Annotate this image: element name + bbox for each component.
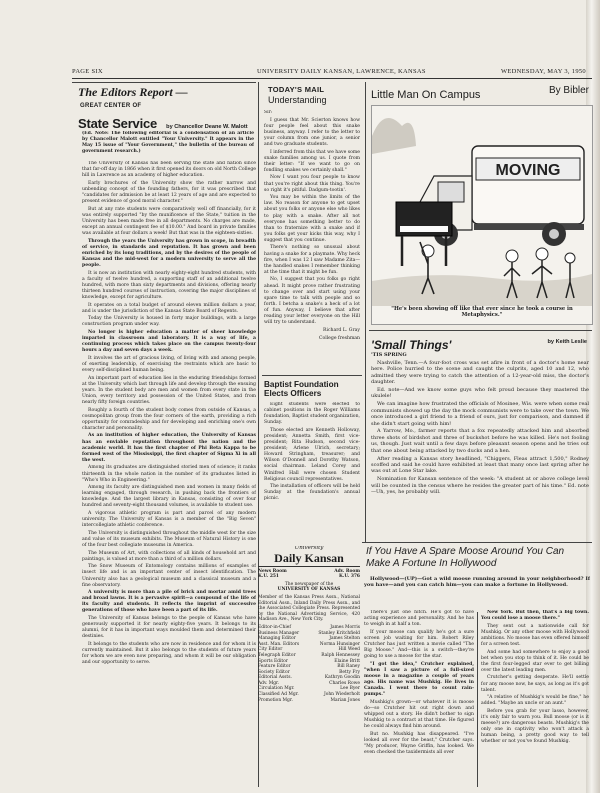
mail-subtitle: Understanding (268, 95, 327, 105)
small-things-header (371, 334, 591, 350)
staff-role: Business Manager (258, 630, 300, 636)
staff-role: Classified Ad Mgr. (258, 692, 299, 698)
folio-line (72, 66, 592, 79)
staff-person: Marian Jones (330, 697, 360, 703)
staff-person: Hill Weed (338, 647, 360, 653)
paragraph: Ed. note—And we know some guys who felt proud because they mastered the ukulele! (371, 387, 589, 400)
staff-role: Sports Editor (258, 658, 288, 664)
cartoon-byline: By Bibler (548, 85, 589, 96)
staff-person: James Stelton (329, 636, 360, 642)
mail-body (264, 110, 360, 372)
staff-person: Ralph Hennessey (321, 652, 360, 658)
cartoon-title: Little Man On Campus (371, 89, 481, 101)
staff-person: John Wiederholt (323, 692, 360, 698)
masthead (258, 546, 360, 786)
paragraph: Among its graduates are distinguished storied men of science; it ranks thirteenth in the whole nation in the number of its graduates listed in "Who's Who in Engineering." (82, 465, 256, 483)
paragraph: The Museum of Art, with collections of all kinds of household art and paintings, is valued at more than a third of a million dollars. (82, 550, 256, 562)
masthead-name: Daily Kansan (274, 550, 344, 565)
paragraph: The Snow Museum of Entomology contains millions of examples of insect life and is an important center of insect identification. The University also has a geological museum and a classical museum and a fine observatory. (82, 564, 256, 588)
staff-role: Asst. Man. Editors (258, 641, 300, 647)
baptist-headline: Baptist Foundation Elects Officers (264, 380, 339, 399)
staff-role: Adv. Mgr. (258, 680, 280, 686)
editorial-headline-row (78, 113, 258, 132)
paragraph: Eight students were elected to cabinet positions in the Roger Williams foundation, Baptist student organization, Sunday. (264, 402, 360, 426)
staff-person: James Morris (330, 624, 360, 630)
paper-name: UNIVERSITY DAILY KANSAN, LAWRENCE, KANSAS (257, 68, 426, 75)
staff-person: Bill Raney (337, 664, 360, 670)
paragraph: If your moose can qualify he's got a sure screen job waiting for him. Robert Riley Crutcher has just written a movie called "The Big Moose." And—this is a switch—they're going to use a moose for the star. (364, 629, 474, 660)
paragraph: Among its faculty are distinguished men and women in many fields of learning engaged, through research, in pushing back the frontiers of knowledge. And the largest library in Kansas, consisting of over four hundred and seventy-eight thousand volumes, is available to student use. (82, 485, 256, 509)
editors-report-title: The Editors Report — (78, 85, 188, 99)
staff-person: Kathryn Goodin (324, 675, 360, 681)
truck-sign: MOVING (495, 162, 561, 179)
paragraph: I guess that Mr. Scierton knows how four people feel about this snake business, anyway. I refer to the letter to your column from one junior, a senior and two graduate students. (264, 117, 360, 147)
paragraph: There's nothing so unusual about having a snake for a playmate. Why heck fire, when I was 12 I saw Madame Zita—the handled snakes I remember thinking at the time that it might be fun. (264, 245, 360, 275)
staff-list (258, 625, 360, 703)
staff-person: Stanley Kritchfield (318, 630, 360, 636)
small-things-title: 'Small Things' (371, 338, 452, 352)
paragraph: It belongs to the students who are now in residence and for whom it is currently maintained. But it also belongs to the students of future years for whom we are even now preparing, and whom it will be our obligation and our opportunity to serve. (82, 641, 256, 666)
paragraph: "I got the idea," Crutcher explained, "when I saw a picture of a full-sized moose in a magazine a couple of years ago. His name was Mushkig. He lives in Canada. I went there to count rain-pumps." (364, 661, 474, 698)
paragraph: But at any rate students were comparatively well off financially, for it was entirely supported "by the munificence of the State," tuition in the University has been made free in all departments. No charges are made, except an annual contingent fee of $10.00." And board in private families was available at four dollars a week! But that was in the eighteen-sixties. (82, 206, 256, 237)
editorial-headline: State Service (78, 116, 158, 131)
paragraph: Early brochures of the University show the rather narrow and unbending concept of the founding fathers, for it was prescribed that "candidates for admission be at least 12 years of age and are expected to present evidence of good moral character." (82, 180, 256, 205)
paragraph: As an institution of higher education, the University of Kansas has an enviable reputation throughout the nation and the academic world. It has the first chapter of Phi Beta Kappa to be formed west of the Mississippi, the first chapter of Sigma Xi in all the west. (82, 433, 256, 463)
newspaper-of: The newspaper of the (284, 581, 334, 587)
paragraph: It involves the art of gracious living, of living with and among people, of exerting leadership, of exercising the restraints which are basic to every self-disciplined human being. (82, 355, 256, 373)
paragraph: New York. But then, that's a big town. You could lose a moose there." (481, 610, 589, 622)
paragraph: But no. Mushkig has disappeared. "I've looked all over for the beast," Crutcher says. "My producer, Wayne Griffin, has looked. We even checked the taxidermists all over (364, 731, 474, 756)
column-rule (365, 82, 366, 542)
hollywood-col2 (481, 610, 589, 788)
staff-role: City Editor (258, 647, 283, 653)
paragraph: Through the years the University has grown in scope, in breadth of service, in standards and reputation. It has grown and been enriched by its long traditions, and by the desires of the people of Kansas and the mid-west for a modern university to serve all the people. (82, 238, 256, 268)
rule (262, 375, 362, 376)
paragraph: It is now an institution with nearly eighty-eight hundred students, with a faculty of twelve hundred, a supporting staff of an additional twelve hundred, with more than sixty departments and divisions, offering nearly thirteen hundred courses of instruction, covering the major disciplines of knowledge, except for agriculture. (82, 270, 256, 300)
news-room-label: News Room (258, 568, 287, 574)
rule (362, 542, 592, 543)
small-things-byline: by Keith Leslie (547, 339, 587, 345)
adv-room-ext: K.U. 376 (339, 574, 360, 580)
paragraph: After reading a Kansas story headlined, "Chiggers, Fleas attract 1,500," Rodney scoffed and said he could have exhibited at least that many once last spring after he was out at Lone Star lake. (371, 455, 589, 475)
staff-role: Editor-in-Chief (258, 624, 291, 630)
salutation: Sir: (264, 110, 273, 115)
cartoon-drawing (372, 106, 592, 306)
editorial-note: (Ed. Note: The following editorial is a condensation of an article by Chancellor Malott entitled "Your University." It appears in the May 15 issue of "Your Government," the bulletin of the bureau of government research.) (82, 131, 254, 155)
editorial-kicker: GREAT CENTER OF (80, 103, 142, 109)
paragraph: Now I want you four people to know that you're right about this thing. You're so right it's pitiful. Dadgum-tootin'. (264, 175, 360, 193)
staff-role: Promotion Mgr. (258, 697, 293, 703)
signature-school: College freshman (318, 335, 360, 341)
staff-person: Elaine Britt (334, 658, 360, 664)
paragraph: Roughly a fourth of the student body comes from outside of Kansas, a cosmopolitan group from the four corners of the earth, providing a rich opportunity for comradeship and for developing and enriching one's own character and personality. (82, 407, 256, 431)
paragraph: And some had somewhere to enjoy a good bet when you stop to think of it. He could be the first four-legged star ever to get billing over the latest leading men. (481, 649, 589, 673)
baptist-body (264, 402, 360, 538)
paragraph: Crutcher's getting desperate. He'll settle for any moose now, he says, as long as it's got talent. (481, 675, 589, 693)
paragraph: No, I suggest that you folks go right ahead. It might prove rather frustrating to change over and start using your spare time to talk with people and so forth. I betcha a snake's a heck of a lot of fun. Anyway, I believe that after reading your letter everyone on the Hill will try to understand. (264, 277, 360, 326)
news-room-ext: K.U. 251 (258, 574, 279, 580)
paragraph: The University is distinguished throughout the middle west for the size and value of its museum exhibits. The Museum of Natural History is one of the four best collegiate museums in America. (82, 530, 256, 549)
paragraph: It operates on a total budget of around eleven million dollars a year, and is under the jurisdiction of the Kansas State Board of Regents. (82, 302, 256, 314)
paragraph: Nashville, Tenn.—A four-foot cross was set afire in front of a doctor's home near here. Police hurried to the scene and caught the culprits, aged 10 and 12, who admitted they were trying to catch the attention of a 12-year-old miss, the doctor's daughter. (371, 359, 589, 386)
paragraph: A vigorous athletic program is part and parcel of any modern university. The University of Kansas is a member of the "Big Seven" intercollegiate athletic conference. (82, 511, 256, 529)
staff-role: Society Editor (258, 669, 290, 675)
cartoon-panel (371, 105, 593, 325)
paragraph: We can imagine how frustrated the officials of Mosinee, Wis. were when some real communists showed up the day the mock communists were to take over the town. We once introduced a girl friend to a friend of ours, just for comparison, and damned if she didn't start going with him! (371, 401, 589, 427)
column-rule (477, 612, 478, 787)
rule (72, 82, 256, 83)
page-number: PAGE SIX (72, 68, 103, 75)
mail-title: TODAY'S MAIL (268, 85, 325, 94)
paragraph: Nomination for Kansan sentence of the week: "A student at or above college level will be counted in the census where he resides the greater part of his time." Ed. note—Uh, yes, he probably will. (371, 476, 589, 496)
staff-role: Managing Editor (258, 636, 296, 642)
paragraph: They sent out a nationwide call for Mushkig. Or any other moose with Hollywood ambitions. No moose has even offered himself for a screen test. (481, 623, 589, 647)
paragraph: Hollywood—(UP)—Got a wild moose running around in your neighborhood? If you have—and you can catch him—you can make a fortune in Hollywood. (364, 576, 590, 589)
staff-role: Editorial Assts. (258, 675, 292, 681)
paragraph: The University of Kansas belongs to the people of Kansas who have generously supported it for nearly eighty-five years. It belongs to its alumni, for it has in important ways moulded them and determined their destinies. (82, 616, 256, 640)
kicker: 'TIS SPRING (371, 352, 407, 358)
paragraph: The installation of officers will be held Sunday at the foundation's annual picnic. (264, 484, 360, 502)
masthead-small: University (294, 546, 324, 551)
paragraph: I inferred from this that we have some snake families among us. I quote from their letter: "If we want to go on fondling snakes we certainly shall." (264, 149, 360, 173)
signature: Richard L. Gray (323, 328, 360, 334)
small-things-body (371, 352, 589, 538)
masthead-phones (258, 569, 360, 580)
staff-row (258, 698, 360, 704)
cartoon-header (371, 85, 591, 101)
staff-person: Betty Fry (339, 669, 360, 675)
hollywood-lead (364, 576, 590, 610)
editorial-byline: by Chancellor Deane W. Malott (166, 124, 248, 130)
hollywood-headline: If You Have A Spare Moose Around You Can Make A Fortune In Hollywood (366, 546, 565, 569)
paragraph: A university is more than a pile of brick and mortar amid trees and broad lawns. It is a pervasive spirit—a compound of the life of its faculty and students. It reflects the imprint of successive generations of those who have been a part of its life. (82, 590, 256, 614)
paragraph: A Yarrow, Mo., farmer reports that a fox repeatedly attacked him and absorbed three shots of birdshot and three of buckshot before he was killed. He's not fooling us, though. Just wait until a few days before pleasant season opens and he tries out that one about being attacked by two ducks and a hen. (371, 428, 589, 454)
rule (369, 330, 592, 331)
staff-person: Lee Byer (340, 686, 360, 692)
masthead-member: Member of the Kansas Press Assn., National Editorial Assn., Inland Daily Press Assn., and the Associated Collegiate Press. Represented by the National Advertising Service, 420 Madison Ave., New York City. (258, 594, 360, 623)
paragraph: The University of Kansas has been serving the state and nation since that far-off day in 1866 when it first opened its doors on old North College hill in Lawrence as an academy of higher education. (82, 161, 256, 179)
paragraph: "A relative of Mushkig's would be fine," he added. "Maybe an uncle or an aunt." (481, 695, 589, 707)
editorial-body (82, 161, 256, 787)
cartoon-caption: "He's been showing off like that ever since he took a course in Metaphysics." (391, 306, 573, 318)
adv-room-label: Adv. Room (334, 568, 360, 574)
paragraph: Mushkig's grown—or whatever it is moose do—so Crutcher hit out right down and whipped out a story. He didn't bother to sign Mushkig to a contract at that time. He figured he could always find him around. (364, 699, 474, 730)
staff-person: Norma Hunsinger (319, 641, 360, 647)
paragraph: Today the University is housed in forty major buildings, with a large construction program under way. (82, 316, 256, 328)
staff-person: Charles Rowe (329, 680, 360, 686)
paragraph: Those elected are Kenneth Holloway, president; Annetta Smith, first vice-president; Rita Hudson, second vice-president; Arlene Ulrich, secretary; Howard Stringham, treasurer; and Wilson O'Donnell and Dorothy Watson, social chairman. Leland Corey and Winifred Hall were chosen Student Religious council representatives. (264, 427, 360, 482)
issue-date: WEDNESDAY, MAY 3, 1950 (500, 68, 586, 75)
staff-role: Feature Editor (258, 664, 291, 670)
paragraph: There's just one hitch. He's got to have acting experience and personality. And he has to weigh in at half a ton. (364, 610, 474, 628)
staff-role: Circulation Mgr. (258, 686, 295, 692)
paragraph: An important part of education lies in the enduring friendships formed at the University which last through life and develop through the ensuing years. In the student body are men and women from every state in the Union, every territory and possession of the United States, and from nearly fifty foreign countries. (82, 375, 256, 405)
paragraph: You may be within the limits of the law. No reason for anyone to get upset about you folks or anyone else who likes to play with a snake. After all not everyone has something better to do than to fraternize with a snake and if you folks get your kicks this way, why I suggest that you continue. (264, 195, 360, 243)
paragraph: No longer is higher education a matter of sheer knowledge imparted in classroom and laboratory. It is a way of life, a continuing process which takes place on the campus twenty-four hours a day and seven days a week. (82, 329, 256, 354)
hollywood-col1 (364, 610, 474, 788)
masthead-university: UNIVERSITY OF KANSAS (277, 587, 341, 593)
paragraph: Before you grab for your lasso, however, it's only fair to warn you. Bull moose (or is it meese?) are dangerous beasts. Mushkig's the only one in captivity who won't attack a human being, a pretty good way to tell whether or not you've found Mushkig. (481, 708, 589, 745)
staff-role: Telegraph Editor (258, 652, 296, 658)
